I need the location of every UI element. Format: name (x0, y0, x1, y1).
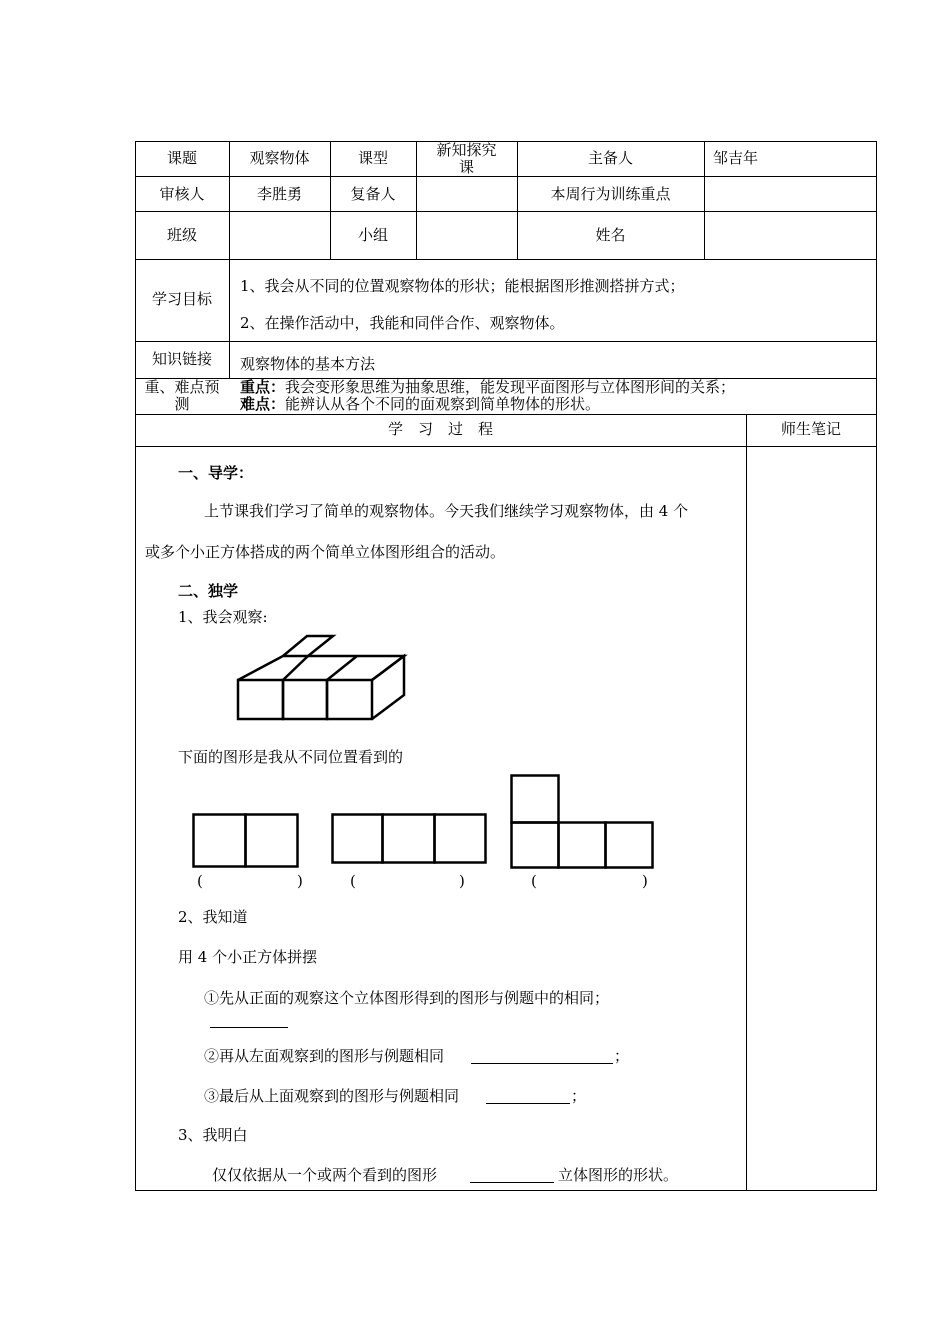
views-caption: 下面的图形是我从不同位置看到的 (178, 748, 404, 766)
question-understand: 3、我明白 (178, 1126, 248, 1144)
question-know: 2、我知道 (178, 908, 248, 926)
cube-stack-side (372, 656, 404, 719)
table-col-rule (746, 414, 747, 1191)
question-know-item-b: ②再从左面观察到的图形与例题相同 (204, 1047, 445, 1065)
table-border-right (876, 141, 877, 1191)
notes-column-title: 师生笔记 (780, 420, 841, 438)
answer-3-blank[interactable] (541, 874, 639, 890)
table-border-top (135, 141, 877, 142)
lesson-type-value-line2: 课 (458, 158, 474, 176)
answer-blank-understand[interactable] (470, 1182, 554, 1183)
question-know-item-c: ③最后从上面观察到的图形与例题相同 (204, 1087, 460, 1105)
table-col-rule (416, 141, 417, 259)
view3-square-top (512, 776, 559, 823)
section-guide-paragraph-line2: 或多个小正方体搭成的两个简单立体图形组合的活动。 (145, 543, 506, 561)
table-col-rule (229, 141, 230, 379)
cube-front-1 (238, 680, 283, 719)
answer-1-paren-open: ( (197, 872, 203, 890)
lead-preparer-value: 邹吉年 (713, 149, 759, 167)
difficulty-text: 能辨认从各个不同的面观察到简单物体的形状。 (285, 395, 601, 413)
table-rule (135, 414, 877, 415)
key-point-row (240, 380, 735, 395)
learning-goal-1: 1、我会从不同的位置观察物体的形状；能根据图形推测搭拼方式； (240, 277, 685, 295)
view3-square-3 (606, 823, 653, 868)
reviewer-label: 审核人 (159, 185, 205, 203)
cube-front-2 (283, 680, 327, 719)
table-col-rule (704, 141, 705, 259)
table-rule (135, 211, 877, 212)
table-rule (135, 259, 877, 260)
answer-2-blank[interactable] (360, 874, 456, 890)
section-guide-paragraph-line1: 上节课我们学习了简单的观察物体。今天我们继续学习观察物体，由 4 个 (204, 502, 689, 520)
reviewer-value: 李胜勇 (256, 185, 302, 203)
view1-square-1 (194, 815, 246, 867)
difficulty-label: 难点： (240, 395, 286, 413)
section-guide-title: 一、导学： (178, 464, 254, 482)
table-rule (135, 446, 877, 447)
process-title: 学 习 过 程 (387, 420, 493, 438)
cube-front-3 (327, 680, 372, 719)
view-figure-1 (192, 813, 300, 869)
cube-stack-figure (230, 630, 410, 725)
key-points-label-line2: 测 (174, 395, 190, 413)
view3-square-2 (559, 823, 606, 868)
section-self-study-title: 二、独学 (178, 582, 239, 600)
co-preparer-label: 复备人 (350, 185, 396, 203)
answer-blank-b[interactable] (471, 1063, 613, 1064)
knowledge-link-label: 知识链接 (151, 350, 212, 368)
group-label: 小组 (357, 226, 388, 244)
view-figure-3 (510, 774, 655, 870)
question-know-intro: 用 4 个小正方体拼摆 (178, 948, 318, 966)
lesson-type-label: 课型 (357, 149, 388, 167)
learning-goals-label: 学习目标 (151, 290, 212, 308)
answer-1-paren-close: ) (297, 872, 303, 890)
table-border-bottom (135, 1190, 877, 1191)
view1-square-2 (246, 815, 298, 867)
answer-3-paren-open: ( (531, 872, 537, 890)
view2-square-2 (383, 815, 435, 863)
lead-preparer-label: 主备人 (587, 149, 633, 167)
question-understand-part1: 仅仅依据从一个或两个看到的图形 (212, 1166, 438, 1184)
table-rule (135, 176, 877, 177)
cube-stack-top-back (283, 636, 333, 656)
view2-square-1 (333, 815, 383, 863)
question-know-item-a: ①先从正面的观察这个立体图形得到的图形与例题中的相同； (204, 989, 610, 1007)
answer-2-paren-open: ( (350, 872, 356, 890)
answer-3-paren-close: ) (642, 872, 648, 890)
view2-square-3 (435, 815, 486, 863)
answer-2-paren-close: ) (459, 872, 465, 890)
table-rule (135, 341, 877, 342)
answer-blank-a[interactable] (210, 1027, 288, 1028)
lesson-type-value-line1: 新知探究 (436, 141, 497, 159)
question-understand-part2: 立体图形的形状。 (558, 1166, 679, 1184)
answer-blank-c[interactable] (486, 1103, 570, 1104)
cube-stack-top-divider (327, 656, 357, 680)
key-point-text: 我会变形象思维为抽象思维，能发现平面图形与立体图形间的关系； (285, 378, 736, 396)
behavior-focus-label: 本周行为训练重点 (550, 185, 671, 203)
view3-square-1 (512, 823, 559, 868)
topic-value: 观察物体 (249, 149, 310, 167)
difficulty-row (240, 397, 600, 412)
student-name-label: 姓名 (595, 226, 626, 244)
question-know-item-b-end: ； (614, 1047, 630, 1065)
learning-goal-2: 2、在操作活动中，我能和同伴合作、观察物体。 (240, 314, 565, 332)
answer-1-blank[interactable] (207, 874, 295, 890)
question-observe: 1、我会观察: (178, 608, 268, 626)
key-point-label: 重点： (240, 378, 286, 396)
question-know-item-c-end: ； (571, 1087, 587, 1105)
cube-stack-top (238, 656, 404, 680)
topic-label: 课题 (166, 149, 197, 167)
key-points-label-line1: 重、难点预 (144, 378, 220, 396)
view-figure-2 (331, 813, 488, 865)
cube-stack-top-divider (283, 656, 308, 680)
class-label: 班级 (166, 226, 197, 244)
knowledge-link-text: 观察物体的基本方法 (240, 355, 376, 373)
